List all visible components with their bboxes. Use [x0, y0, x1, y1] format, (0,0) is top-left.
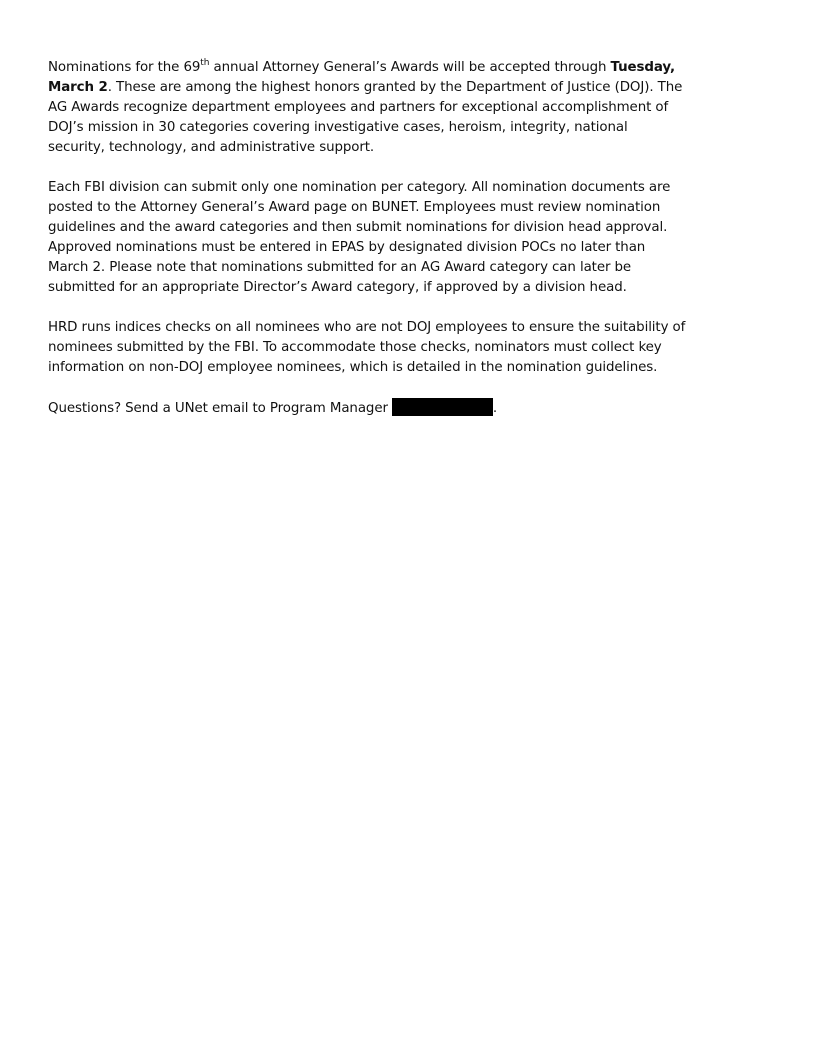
indices-checks-paragraph: HRD runs indices checks on all nominees who are not DOJ employees to ensure the suitability of nominees submitted by the FBI. To accommodate those checks, nominators must collect key information on non-DOJ employee nominees, which is detailed in the nomination guidelines.: [48, 320, 686, 375]
questions-period: .: [492, 401, 498, 416]
questions-paragraph: [48, 398, 688, 419]
division-submission-paragraph: Each FBI division can submit only one nomination per category. All nomination documents are posted to the Attorney General’s Award page on BUNET. Employees must review nomination guidelines and the award categories and then submit nominations for division head approval. Approved nominations must be entered in EPAS by designated division POCs no later than March 2. Please note that nominations submitted for an AG Award category can later be submitted for an appropriate Director’s Award category, if approved by a division head.: [48, 180, 671, 295]
deadline-date: Tuesday, March 2: [48, 60, 675, 95]
nominations-paragraph: [48, 58, 688, 158]
nominations-text-start: Nominations for the 69: [48, 60, 201, 75]
nominations-text-end: . These are among the highest honors granted by the Department of Justice (DOJ). The AG Awards recognize department employees and partners for exceptional accomplishment of DOJ’s mission in 30 categories covering investigative cases, heroism, integrity, national security, technology, and administrative support.: [48, 80, 683, 155]
ordinal-suffix: th: [200, 58, 210, 68]
nominations-text-mid: annual Attorney General’s Awards will be accepted through: [209, 60, 611, 75]
redacted-name-block: [392, 398, 493, 416]
document-body: [48, 58, 688, 439]
questions-text: Questions? Send a UNet email to Program Manager: [48, 401, 388, 416]
